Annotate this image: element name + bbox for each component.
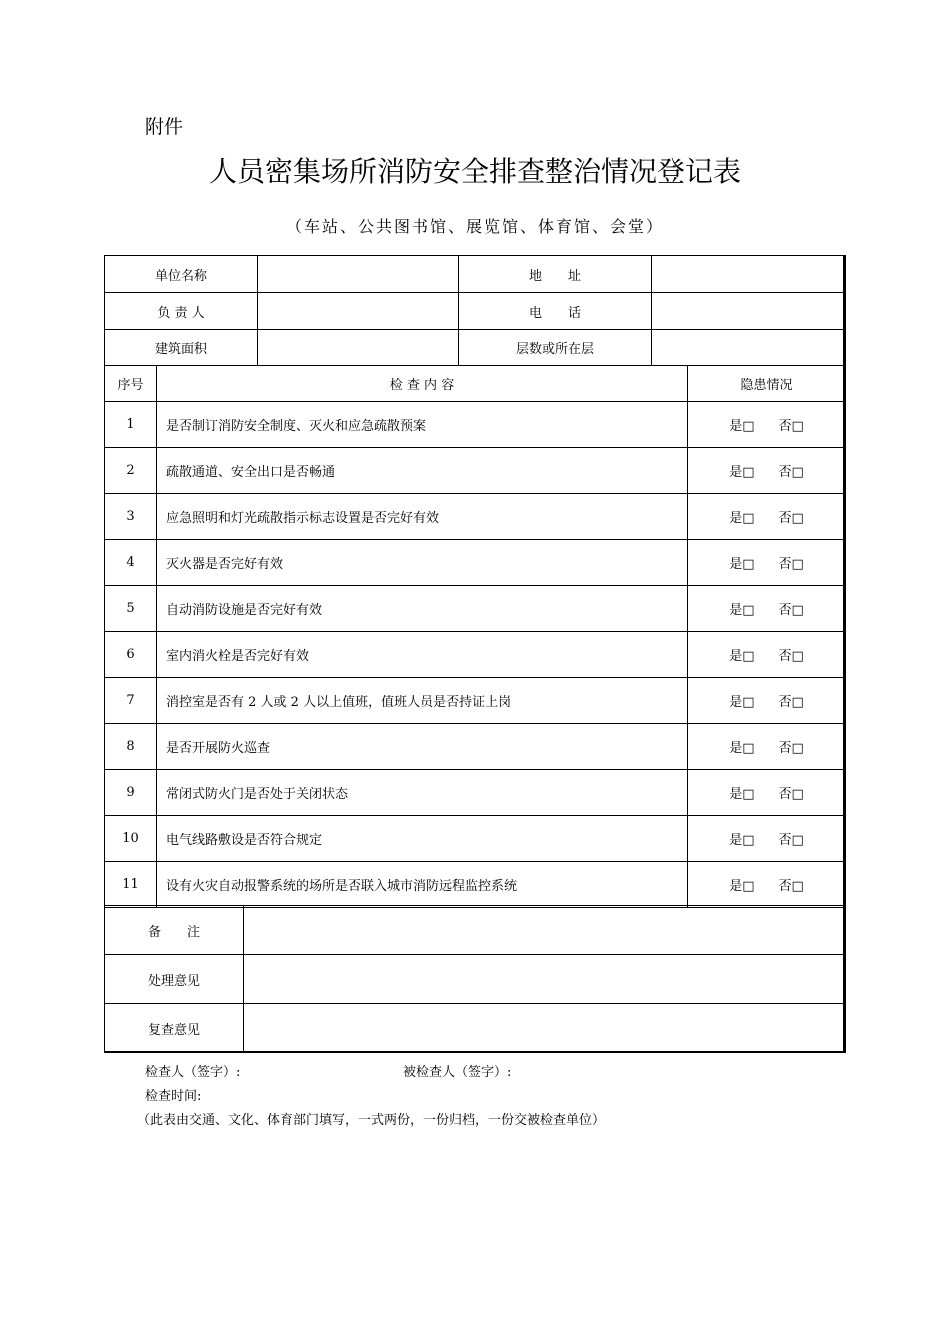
yes-checkbox[interactable]: 是□ bbox=[729, 879, 755, 894]
no-checkbox[interactable]: 否□ bbox=[778, 557, 804, 572]
item-number: 11 bbox=[105, 862, 157, 908]
yes-checkbox[interactable]: 是□ bbox=[729, 465, 755, 480]
person-in-charge-label: 负 责 人 bbox=[105, 293, 258, 330]
info-table bbox=[104, 255, 846, 366]
yes-checkbox[interactable]: 是□ bbox=[729, 557, 755, 572]
no-checkbox[interactable]: 否□ bbox=[778, 603, 804, 618]
phone-field[interactable] bbox=[652, 293, 846, 330]
page-subtitle: （车站、公共图书馆、展览馆、体育馆、会堂） bbox=[285, 217, 664, 236]
no-checkbox[interactable]: 否□ bbox=[778, 741, 804, 756]
hazard-choice bbox=[688, 816, 846, 862]
yes-checkbox[interactable]: 是□ bbox=[729, 741, 755, 756]
content-header: 检 查 内 容 bbox=[157, 366, 688, 402]
table-row bbox=[105, 586, 846, 632]
table-row bbox=[105, 678, 846, 724]
person-in-charge-field[interactable] bbox=[258, 293, 459, 330]
no-checkbox[interactable]: 否□ bbox=[778, 465, 804, 480]
remarks-table bbox=[104, 905, 846, 1053]
floors-field[interactable] bbox=[652, 330, 846, 366]
item-text: 是否制订消防安全制度、灭火和应急疏散预案 bbox=[157, 402, 688, 448]
inspected-signature: 被检查人（签字）: bbox=[403, 1065, 512, 1080]
item-text: 室内消火栓是否完好有效 bbox=[157, 632, 688, 678]
building-area-label: 建筑面积 bbox=[105, 330, 258, 366]
no-checkbox[interactable]: 否□ bbox=[778, 649, 804, 664]
hazard-choice bbox=[688, 678, 846, 724]
no-checkbox[interactable]: 否□ bbox=[778, 879, 804, 894]
unit-name-label: 单位名称 bbox=[105, 256, 258, 293]
item-text: 自动消防设施是否完好有效 bbox=[157, 586, 688, 632]
hazard-choice bbox=[688, 862, 846, 908]
item-text: 常闭式防火门是否处于关闭状态 bbox=[157, 770, 688, 816]
table-row bbox=[105, 724, 846, 770]
item-text: 疏散通道、安全出口是否畅通 bbox=[157, 448, 688, 494]
table-row bbox=[105, 540, 846, 586]
no-checkbox[interactable]: 否□ bbox=[778, 419, 804, 434]
yes-checkbox[interactable]: 是□ bbox=[729, 787, 755, 802]
no-checkbox[interactable]: 否□ bbox=[778, 787, 804, 802]
attachment-label: 附件 bbox=[145, 116, 184, 138]
item-number: 10 bbox=[105, 816, 157, 862]
item-text: 电气线路敷设是否符合规定 bbox=[157, 816, 688, 862]
item-text: 设有火灾自动报警系统的场所是否联入城市消防远程监控系统 bbox=[157, 862, 688, 908]
table-row bbox=[105, 770, 846, 816]
item-number: 7 bbox=[105, 678, 157, 724]
yes-checkbox[interactable]: 是□ bbox=[729, 511, 755, 526]
hazard-choice bbox=[688, 724, 846, 770]
footer-note: （此表由交通、文化、体育部门填写，一式两份，一份归档，一份交被检查单位） bbox=[137, 1113, 606, 1128]
hazard-choice bbox=[688, 448, 846, 494]
hazard-header: 隐患情况 bbox=[688, 366, 846, 402]
item-text: 是否开展防火巡查 bbox=[157, 724, 688, 770]
handling-field[interactable] bbox=[244, 955, 846, 1004]
building-area-field[interactable] bbox=[258, 330, 459, 366]
table-row bbox=[105, 816, 846, 862]
inspection-time: 检查时间: bbox=[145, 1089, 202, 1104]
item-text: 应急照明和灯光疏散指示标志设置是否完好有效 bbox=[157, 494, 688, 540]
item-number: 5 bbox=[105, 586, 157, 632]
table-row bbox=[105, 862, 846, 908]
note-field[interactable] bbox=[244, 906, 846, 955]
hazard-choice bbox=[688, 494, 846, 540]
review-label: 复查意见 bbox=[105, 1004, 244, 1053]
hazard-choice bbox=[688, 770, 846, 816]
item-number: 8 bbox=[105, 724, 157, 770]
address-label: 地 址 bbox=[459, 256, 652, 293]
address-field[interactable] bbox=[652, 256, 846, 293]
inspector-signature: 检查人（签字）: bbox=[145, 1065, 241, 1080]
yes-checkbox[interactable]: 是□ bbox=[729, 695, 755, 710]
item-number: 6 bbox=[105, 632, 157, 678]
seq-header: 序号 bbox=[105, 366, 157, 402]
item-text: 消控室是否有 2 人或 2 人以上值班，值班人员是否持证上岗 bbox=[157, 678, 688, 724]
table-row bbox=[105, 402, 846, 448]
no-checkbox[interactable]: 否□ bbox=[778, 833, 804, 848]
yes-checkbox[interactable]: 是□ bbox=[729, 649, 755, 664]
item-number: 3 bbox=[105, 494, 157, 540]
hazard-choice bbox=[688, 586, 846, 632]
item-number: 4 bbox=[105, 540, 157, 586]
unit-name-field[interactable] bbox=[258, 256, 459, 293]
table-row bbox=[105, 448, 846, 494]
floors-label: 层数或所在层 bbox=[459, 330, 652, 366]
review-field[interactable] bbox=[244, 1004, 846, 1053]
item-number: 9 bbox=[105, 770, 157, 816]
note-label: 备 注 bbox=[105, 906, 244, 955]
hazard-choice bbox=[688, 402, 846, 448]
item-text: 灭火器是否完好有效 bbox=[157, 540, 688, 586]
item-number: 2 bbox=[105, 448, 157, 494]
no-checkbox[interactable]: 否□ bbox=[778, 511, 804, 526]
checklist-table bbox=[104, 365, 846, 908]
table-row bbox=[105, 494, 846, 540]
no-checkbox[interactable]: 否□ bbox=[778, 695, 804, 710]
page-title: 人员密集场所消防安全排查整治情况登记表 bbox=[208, 155, 741, 188]
yes-checkbox[interactable]: 是□ bbox=[729, 419, 755, 434]
hazard-choice bbox=[688, 632, 846, 678]
hazard-choice bbox=[688, 540, 846, 586]
yes-checkbox[interactable]: 是□ bbox=[729, 603, 755, 618]
table-row bbox=[105, 632, 846, 678]
phone-label: 电 话 bbox=[459, 293, 652, 330]
yes-checkbox[interactable]: 是□ bbox=[729, 833, 755, 848]
item-number: 1 bbox=[105, 402, 157, 448]
handling-label: 处理意见 bbox=[105, 955, 244, 1004]
